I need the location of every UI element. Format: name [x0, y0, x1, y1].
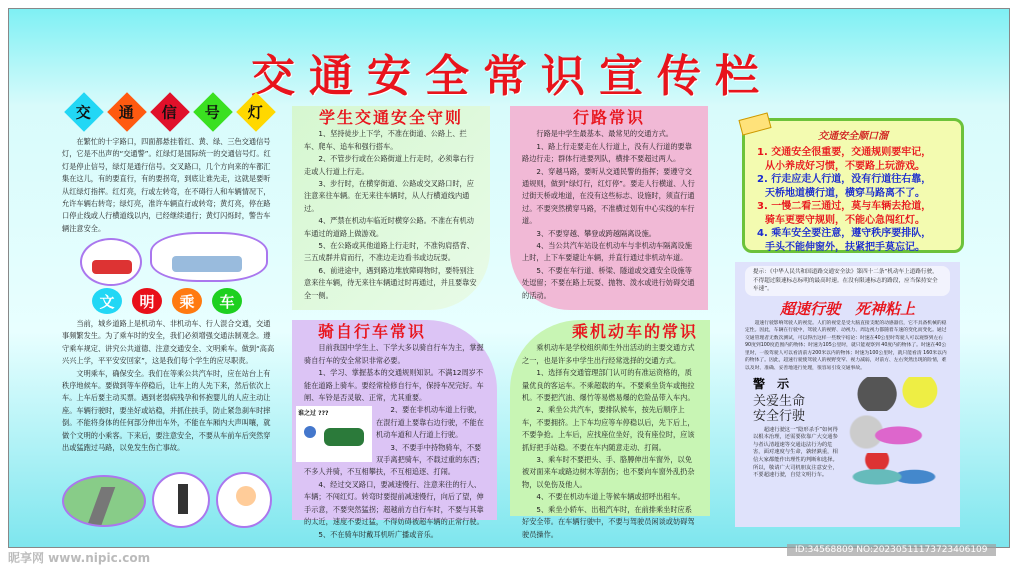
speeding-body: 超速行驶影响驾驶人的视觉。人们的视觉是受大脑直接支配的动感器官，它不具备机械的稳定性。因此，车辆在行驶中，驾驶人的视野、动视力、周边视力都随着车速的变化而变化。通过交通管理者无数次测试，可以得出这样一些数字结论：时速在40公里时驾驶人可以观察到左右 90度到100度范围内的物体；时速为105公里时，就只能观察到 40度内的物体了。时速在40公里时，一般驾驶人可以看清前方200米以内的物体；时速为100公里时，就只能看清 160米以内的物体了。因此，超速行驶使驾驶人的视野变窄、视力减弱，对前方、左右突然出现的险情，难以及时、准确、妥善地进行处理，很容易引发交通事故。 [745, 320, 947, 372]
traffic-cartoon-image [80, 238, 142, 286]
speeding-heading: 超速行驶 死神粘上 [779, 299, 915, 318]
site-watermark: 昵享网 www.nipic.com [8, 551, 151, 565]
bicycle-panel: 骑自行车常识 目前我国中学生上、下学大多以骑自行车为主，掌握骑自行车的安全常识非常必要。 1、学习、掌握基本的交通规则知识。不满12周岁不能在道路上骑车。要经常检修自行车，保持车况完好。车闸、车铃是否灵敏、正常，尤其重要。 谁之过 ??? 2、要在非机动车道上行驶，在混行道上要靠右边行驶，不能在机动车道和人行道上行驶。 3、不要手中持物骑车，不要双手离把骑车，不载过重的东西；不多人并骑，不互相攀扶，不互相追逐、打闹。 4、经过交叉路口，要减速慢行、注意来往的行人、车辆；不闯红灯。转弯时要提前减速慢行，向后了望，伸手示意，不要突然猛拐；超越前方自行车时，不要与其靠的太近，速度不要过猛，不得妨碍被超车辆的正常行驶。 5、不在骑车时戴耳机听广播或音乐。 [292, 320, 497, 520]
speeding-panel [735, 262, 960, 527]
jingle-panel: 交通安全顺口溜 1. 交通安全很重要，交通规则要牢记， 从小养成好习惯，不要路上玩游戏。 2. 行走应走人行道，没有行道往右靠， 天桥地道横行道，横穿马路离不了。 3. 一慢二看三通过，莫与车辆去抢道， 骑车更要守规则，不能心急闯红灯。 4. 乘车安全要注意，遵守秩序要排队， 手头不能伸窗外，扶紧把手莫忘记。 [742, 118, 964, 253]
walking-panel: 行路常识 行路是中学生最基本、最常见的交通方式。 1、路上行走要走在人行道上，没有人行道的要靠路边行走；群体行进要列队，横排不要超过两人。 2、穿越马路，要听从交通民警的指挥；要遵守交通规则，做到“绿灯行，红灯停”。要走人行横道、人行过街天桥或地道，在没有这些标志、设施时，须直行通过。不要突然横穿马路，不准横过划有中心实线的车行道。 3、不要穿越、攀登或跨越隔离设施。 4、当公共汽车站设在机动车与非机动车隔离设施上时，上下车要避让车辆，并直行通过非机动车道。 5、不要在车行道、桥梁、隧道或交通安全设施等处逗留；不要在路上玩耍、抛物、泼水或进行妨碍交通的活动。 [510, 106, 708, 310]
warning-section [735, 373, 960, 487]
law-tip: 提示：《中华人民共和国道路交通安全法》第四十二条“机动车上道路行驶，不得超过限速标志标明的最高时速。在没有限速标志的路段，应当保持安全车速”。 [745, 266, 950, 296]
heading-circle: 车 [212, 288, 242, 314]
heading-diamond: 交 [64, 92, 104, 132]
warning-text: 超速行驶这一“隐形杀手”如何得以根本治理，还需要依靠广大交通参与者认清超速等交通违法行为的危害，面对速度与生命，孰轻孰重，相信大家都能作出理性的判断和选择。所以，敬请广大司机朋友注意安全，不要超速行驶，自觉文明行车。 [753, 426, 838, 479]
road-image [62, 475, 146, 527]
slogan: 关爱生命 安全行驶 [753, 393, 806, 424]
heading-circle: 乘 [172, 288, 202, 314]
heading-circle: 明 [132, 288, 162, 314]
crosswalk-cartoon-image [150, 232, 268, 282]
heading-diamond: 号 [193, 92, 233, 132]
bicycle-cartoon-image: 谁之过 ??? [296, 406, 372, 462]
page-title: 交通安全常识宣传栏 [251, 51, 773, 102]
speeding-cartoon-image [845, 377, 952, 411]
warning-column [753, 377, 839, 487]
heading-diamond: 灯 [236, 92, 276, 132]
civil-ride-text: 当前，城乡道路上是机动车、非机动车、行人混合交通，交通事频繁发生。为了乘车时的安全，我们必须增强交通法制观念。遵守乘车规定、讲究公共道德、注意交通安全、文明乘车。做到“高高兴兴上学，平平安安回家”，这是我们每个学生的应尽职责。 文明乘车，确保安全。我们在等乘公共汽车时，应在站台上有秩序地候车。要做到等车停稳后，让车上的人先下来，然后依次上车。上车后要主动买票。遇到老弱病残孕和怀抱婴儿的人应主动让座。车辆行驶时，要坐好或站稳，并抓住扶手，防止紧急刹车时摔倒。不能将身体的任何部分伸出车外，不能在车厢内大声叫嚷，就做个文明的小乘客。下来后，要注意安全，不要从车前车后突然穿出或猛跑过马路，以免发生伤亡事故。 [62, 319, 275, 453]
cyclists-cartoon-image [845, 415, 952, 449]
traffic-light-text: 在繁忙的十字路口，四面都悬挂着红、黄、绿、三色交通信号灯，它是不出声的“交通警”。红绿灯是国际统一的交通信号灯。红灯是停止信号，绿灯是通行信号。交叉路口，几个方向来的车都汇集在这儿，有的要直行，有的要拐弯，到底让谁先走，这就是要听从红绿灯指挥。红灯亮，行或左转弯，在不碍行人和车辆情况下，允许车辆右转弯；绿灯亮，准许车辆直行或转弯；黄灯亮，停在路口停止线或人行横道线以内，已经继续通行；黄灯闪烁时，警告车辆注意安全。 [62, 137, 271, 233]
id-watermark: ID:34568809 NO:20230511173723406109 [787, 544, 996, 556]
traffic-light-heading [70, 98, 270, 126]
motor-vehicle-panel: 乘机动车的常识 乘机动车是学校组织师生外出活动的主要交通方式之一，也是许多中学生出行经常选择的交通方式。 1、选择有交通管理部门认可的有准运资格的，质量优良的客运车。不乘超载的车。不要乘坐货车或拖拉机。不要把汽油、爆竹等易燃易爆的危险品带入车内。 2、乘坐公共汽车，要排队候车，按先后顺序上车，不要拥挤。上下车均应等车停稳以后，先下后上，不要争抢。上车后，应找座位坐好，没有座位时，应该抓好把手站稳。不要在车内随意走动、打闹。 3、乘车时不要把头、手、胳膊伸出车窗外，以免被对面来车或路边树木等刮伤；也不要向车窗外乱扔杂物，以免伤及他人。 4、不要在机动车道上等候车辆或招呼出租车。 5、乘坐小轿车、出租汽车时，在前排乘坐时应系好安全带。在车辆行驶中，不要与驾驶员闲谈或妨碍驾驶员操作。 [510, 320, 710, 516]
child-crossing-image [216, 472, 272, 528]
heading-circle: 文 [92, 288, 122, 314]
heading-diamond: 信 [150, 92, 190, 132]
warning-label: 警 示 [753, 376, 794, 391]
traffic-light-image [152, 472, 210, 528]
cartoon-column [845, 377, 952, 487]
civil-ride-heading [92, 288, 242, 314]
student-rules-panel: 学生交通安全守则 1、坚持徒步上下学，不准在街道、公路上、拦车、爬车、追车和强行搭车。 2、不管步行或在公路街道上行走时，必须靠右行走或人行道上行走。 3、步行时，在横穿街道、公路或交叉路口时，应注意来往车辆。在无来往车辆时，从人行横道线内通过。 4、严禁在机动车临近时横穿公路。不准在有机动车通过的道路上做游戏。 5、在公路或其他道路上行走时，不准钩肩搭背、三五成群并肩而行，不准边走边看书或边玩耍。 6、前进途中，遇到路边堆放障碍物时，要特别注意来往车辆，待无来往车辆通过时再通过，并且要靠安全一侧。 [292, 106, 490, 310]
heading-diamond: 通 [107, 92, 147, 132]
car-crash-cartoon-image [845, 453, 952, 487]
